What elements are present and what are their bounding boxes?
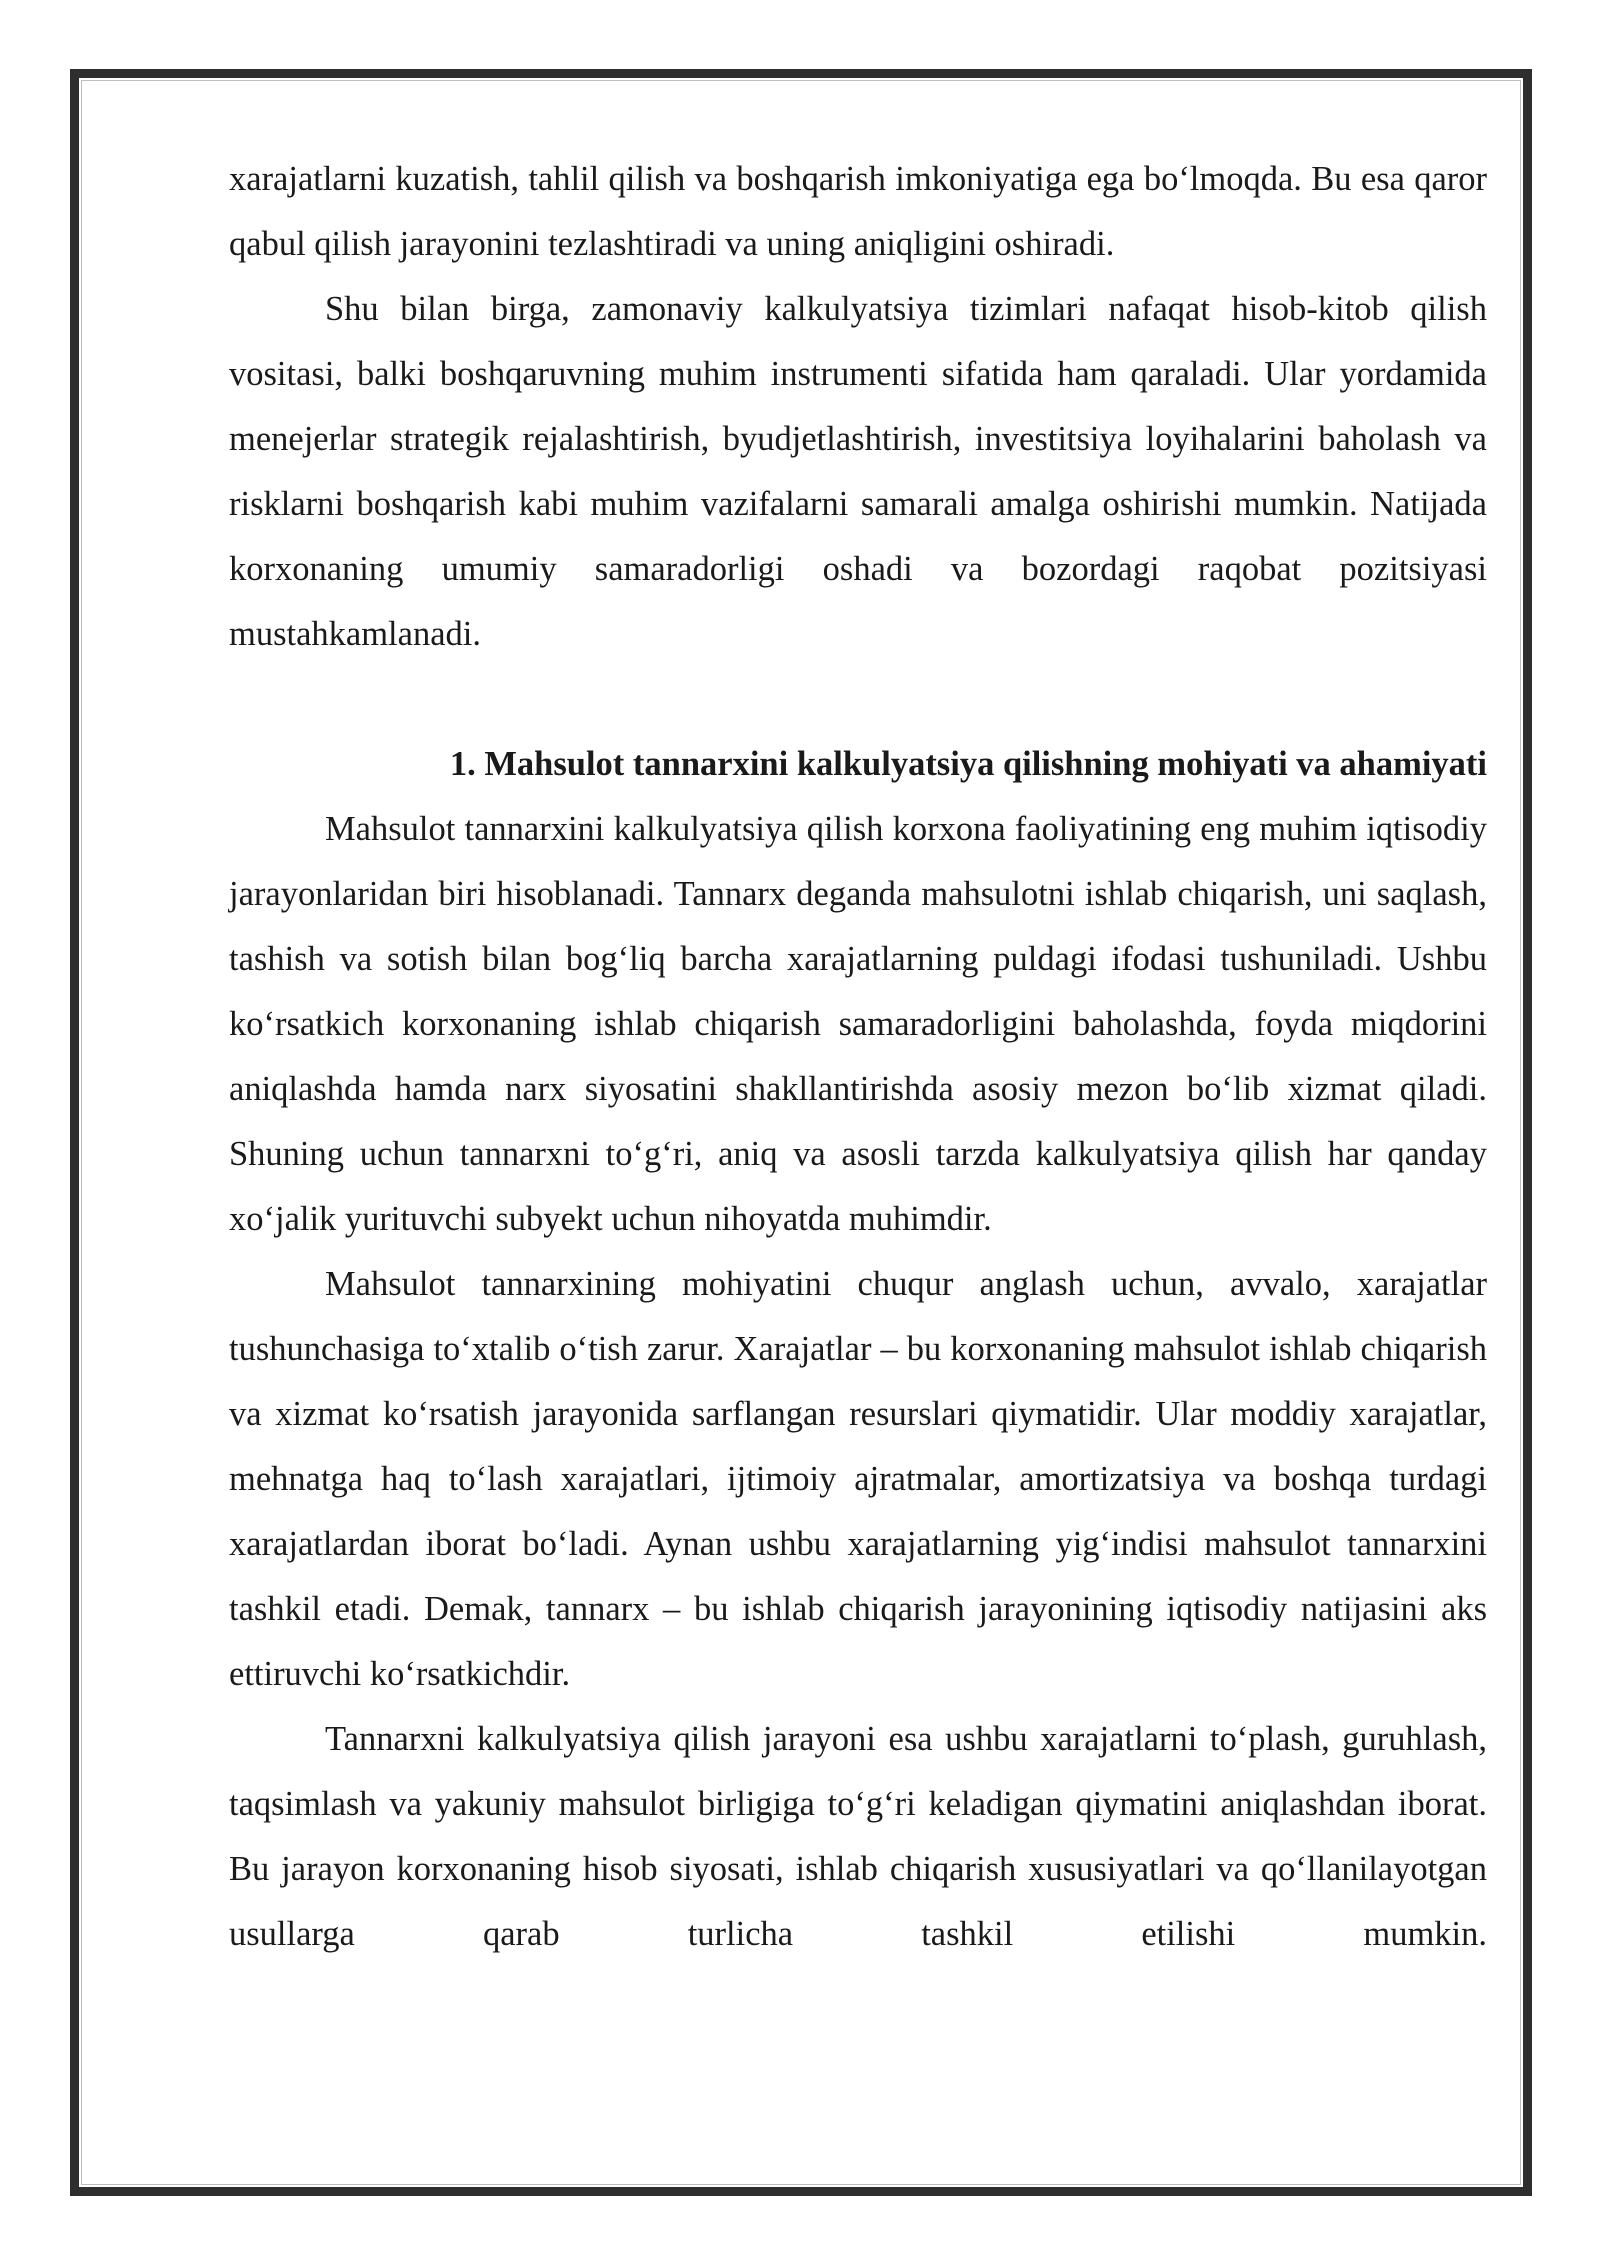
paragraph-modern-calculation-systems: Shu bilan birga, zamonaviy kalkulyatsiya tizimlari nafaqat hisob-kitob qilish vositasi, balki boshqaruvning muhim instrumenti sifatida ham qaraladi. Ular yordamida menejerlar strategik rejalashtirish, byudjetlashtirish, investitsiya loyihalarini baholash va risklarni boshqarish kabi muhim vazifalarni samarali amalga oshirishi mumkin. Natijada korxonaning umumiy samaradorligi oshadi va bozordagi raqobat pozitsiyasi mustahkamlanadi. [229, 290, 1487, 653]
paragraph-cost-calculation-essence: Mahsulot tannarxini kalkulyatsiya qilish korxona faoliyatining eng muhim iqtisodiy jarayonlaridan biri hisoblanadi. Tannarx deganda mahsulotni ishlab chiqarish, uni saqlash, tashish va sotish bilan bog‘liq barcha xarajatlarning puldagi ifodasi tushuniladi. Ushbu ko‘rsatkich korxonaning ishlab chiqarish samaradorligini baholashda, foyda miqdorini aniqlashda hamda narx siyosatini shakllantirishda asosiy mezon bo‘lib xizmat qiladi. Shuning uchun tannarxni to‘g‘ri, aniq va asosli tarzda kalkulyatsiya qilish har qanday xo‘jalik yurituvchi subyekt uchun nihoyatda muhimdir. [229, 810, 1487, 1238]
paragraph-intro-continuation: xarajatlarni kuzatish, tahlil qilish va boshqarish imkoniyatiga ega bo‘lmoqda. Bu esa qaror qabul qilish jarayonini tezlashtiradi va uning aniqligini oshiradi. [229, 160, 1487, 263]
paragraph-expenses-concept: Mahsulot tannarxining mohiyatini chuqur anglash uchun, avvalo, xarajatlar tushunchasiga to‘xtalib o‘tish zarur. Xarajatlar – bu korxonaning mahsulot ishlab chiqarish va xizmat ko‘rsatish jarayonida sarflangan resurslari qiymatidir. Ular moddiy xarajatlar, mehnatga haq to‘lash xarajatlari, ijtimoiy ajratmalar, amortizatsiya va boshqa turdagi xarajatlardan iborat bo‘ladi. Aynan ushbu xarajatlarning yig‘indisi mahsulot tannarxini tashkil etadi. Demak, tannarx – bu ishlab chiqarish jarayonining iqtisodiy natijasini aks ettiruvchi ko‘rsatkichdir. [229, 1265, 1487, 1693]
paragraph-calculation-process: Tannarxni kalkulyatsiya qilish jarayoni esa ushbu xarajatlarni to‘plash, guruhlash, taqsimlash va yakuniy mahsulot birligiga to‘g‘ri keladigan qiymatini aniqlashdan iborat. Bu jarayon korxonaning hisob siyosati, ishlab chiqarish xususiyatlari va qo‘llanilayotgan usullarga qarab turlicha tashkil etilishi mumkin. [229, 1720, 1487, 1953]
document-body [229, 147, 1487, 1967]
section-heading: 1. Mahsulot tannarxini kalkulyatsiya qilishning mohiyati va ahamiyati [449, 745, 1487, 783]
